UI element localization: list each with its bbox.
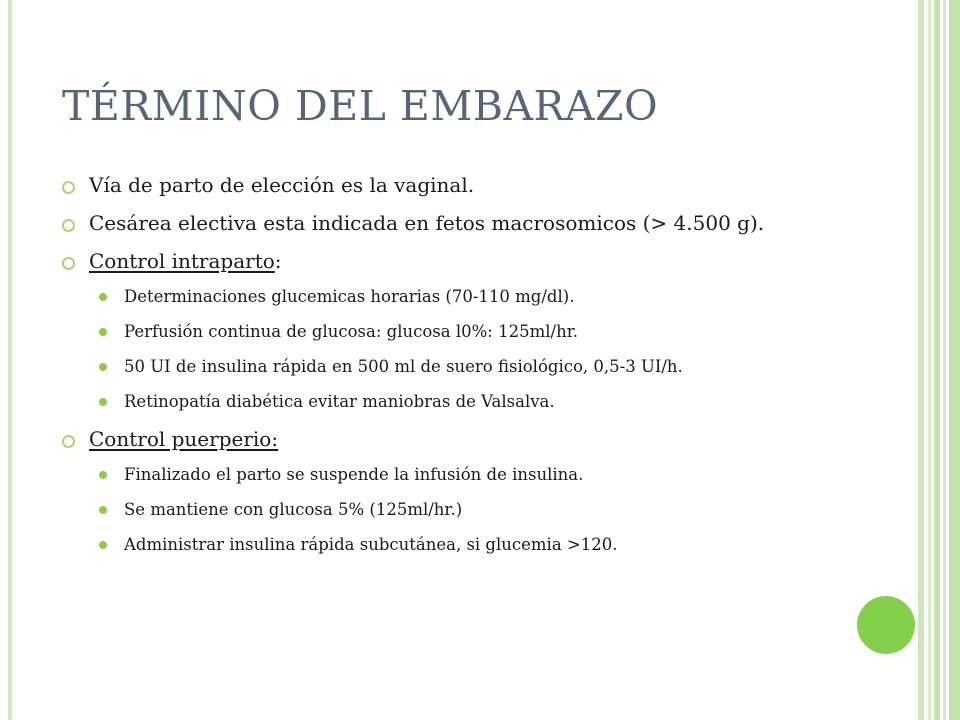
- bullet-item: [62, 209, 832, 238]
- decorative-stripes: [918, 0, 960, 720]
- dot-bullet-icon: [99, 471, 107, 479]
- bullet-item: [62, 425, 832, 454]
- bullet-heading: Control puerperio:: [89, 427, 279, 451]
- sub-bullet-text: Determinaciones glucemicas horarias (70-110 mg/dl).: [124, 287, 575, 306]
- ring-bullet-icon: [62, 257, 75, 270]
- dot-bullet-icon: [99, 363, 107, 371]
- dot-bullet-icon: [99, 541, 107, 549]
- sub-bullet-text: Finalizado el parto se suspende la infusión de insulina.: [124, 465, 584, 484]
- ring-bullet-icon: [62, 181, 75, 194]
- stripe: [943, 0, 946, 720]
- bullet-heading: Control intraparto: [89, 249, 275, 273]
- sub-bullet-text: Se mantiene con glucosa 5% (125ml/hr.): [124, 500, 463, 519]
- sub-bullet-text: 50 UI de insulina rápida en 500 ml de suero fisiológico, 0,5-3 UI/h.: [124, 357, 683, 376]
- sub-bullet-text: Administrar insulina rápida subcutánea, si glucemia >120.: [124, 535, 618, 554]
- ring-bullet-icon: [62, 435, 75, 448]
- sub-bullet-item: [62, 285, 832, 309]
- bullet-item: [62, 247, 832, 276]
- stripe: [934, 0, 940, 720]
- sub-bullet-text: Perfusión continua de glucosa: glucosa l0%: 125ml/hr.: [124, 322, 579, 341]
- accent-circle: [857, 596, 915, 654]
- stripe: [949, 0, 960, 720]
- bullet-list: [62, 171, 832, 568]
- bullet-item: [62, 171, 832, 200]
- bullet-heading-suffix: :: [274, 249, 282, 273]
- slide-title: TÉRMINO DEL EMBARAZO: [62, 82, 659, 130]
- stripe: [918, 0, 924, 720]
- ring-bullet-icon: [62, 219, 75, 232]
- stripe: [928, 0, 931, 720]
- bullet-text: Vía de parto de elección es la vaginal.: [89, 173, 475, 197]
- dot-bullet-icon: [99, 293, 107, 301]
- sub-bullet-item: [62, 390, 832, 414]
- bullet-text: Cesárea electiva esta indicada en fetos macrosomicos (> 4.500 g).: [89, 211, 765, 235]
- sub-bullet-text: Retinopatía diabética evitar maniobras de Valsalva.: [124, 392, 555, 411]
- left-frame-line: [8, 0, 12, 720]
- dot-bullet-icon: [99, 398, 107, 406]
- sub-bullet-item: [62, 533, 832, 557]
- sub-bullet-item: [62, 320, 832, 344]
- sub-bullet-item: [62, 355, 832, 379]
- dot-bullet-icon: [99, 328, 107, 336]
- sub-bullet-item: [62, 498, 832, 522]
- dot-bullet-icon: [99, 506, 107, 514]
- sub-bullet-item: [62, 463, 832, 487]
